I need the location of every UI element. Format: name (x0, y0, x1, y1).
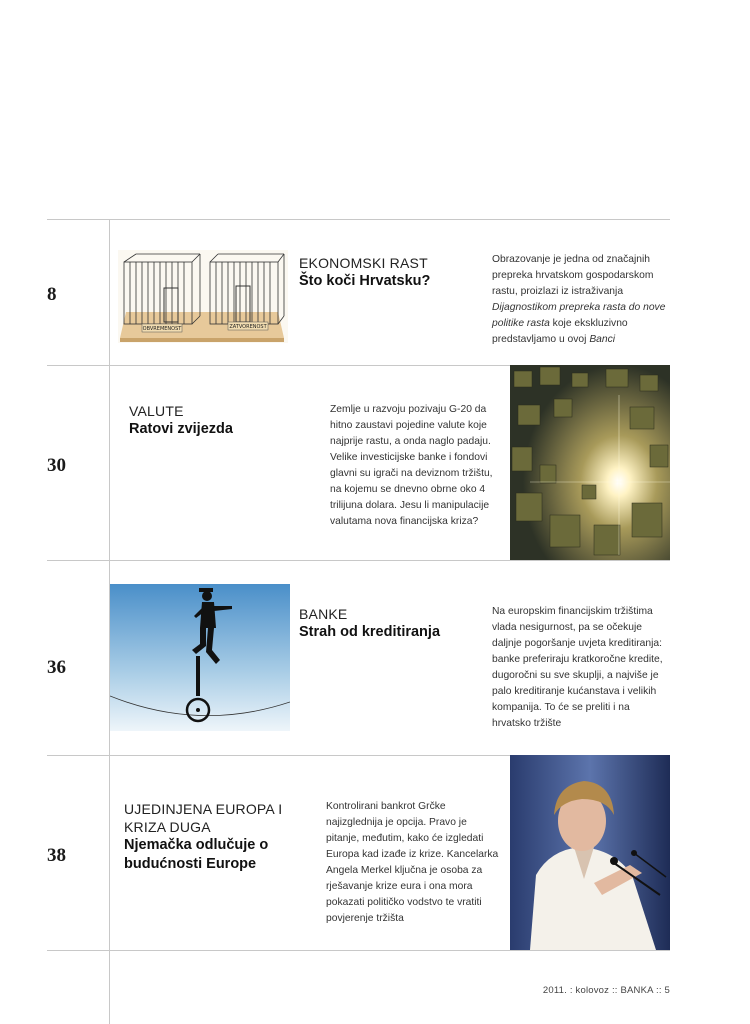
article-description: Zemlje u razvoju pozivaju G-20 da hitno zaustavi pojedine valute koje najprije rastu, a onda naglo padaju. Velike investicijske banke i fondovi glavni su igrači na deviznom tržištu, na kojemu se dnevno obrne oko 4 trilijuna dolara. Jesu li manipulacije valutama nova financijska kriza? (330, 404, 493, 527)
section-kicker: VALUTE (129, 403, 184, 419)
article-headline[interactable]: Ratovi zvijezda (129, 421, 233, 437)
article-description: Kontrolirani bankrot Grčke najizglednija je opcija. Pravo je pitanje, međutim, kako će izgledati Europa kad izađe iz krize. Kancelarka Angela Merkel ključna je osoba za rješavanje krize eura i ona mora pokazati političko vodstvo te vratiti povjerenje tržišta (326, 801, 499, 924)
divider-4 (47, 950, 670, 951)
cubes-image (510, 365, 670, 560)
page-number: 30 (47, 455, 66, 476)
sign-right: ZATVORENOST (229, 324, 267, 330)
sign-left: OBVREMENOST (142, 326, 182, 332)
article-description: Obrazovanje je jedna od značajnih prepreka hrvatskom gospodarskom rastu, proizlazi iz istraživanja Dijagnostikom prepreka rasta do nove politike rasta koje ekskluzivno predstavljamo u ovoj Banci (492, 254, 666, 345)
portrait-image (510, 755, 670, 950)
section-kicker: BANKE (299, 606, 348, 622)
article-headline[interactable]: Njemačka odlučuje o budućnosti Europe (124, 837, 269, 872)
article-headline[interactable]: Što koči Hrvatsku? (299, 273, 431, 289)
unicycle-image (110, 584, 290, 731)
page-number: 8 (47, 284, 57, 305)
sketch-image (118, 250, 288, 343)
divider-2 (47, 560, 670, 561)
page-number: 36 (47, 657, 66, 678)
divider-top (47, 219, 670, 220)
section-kicker: UJEDINJENA EUROPA I KRIZA DUGA (124, 801, 283, 835)
article-headline[interactable]: Strah od kreditiranja (299, 624, 441, 640)
section-kicker: EKONOMSKI RAST (299, 255, 428, 271)
page-number: 38 (47, 845, 66, 866)
page-footer: 2011. : kolovoz :: BANKA :: 5 (542, 985, 670, 996)
article-description: Na europskim financijskim tržištima vlada nesigurnost, pa se očekuje daljnje pogoršanje uvjeta kreditiranja: banke preferiraju kratkoročne kredite, dugoročni su sve skuplji, a najviše je palo kreditiranje kućanstava i velikih kompanija. To će se preliti i na hrvatsko tržište (492, 606, 663, 729)
